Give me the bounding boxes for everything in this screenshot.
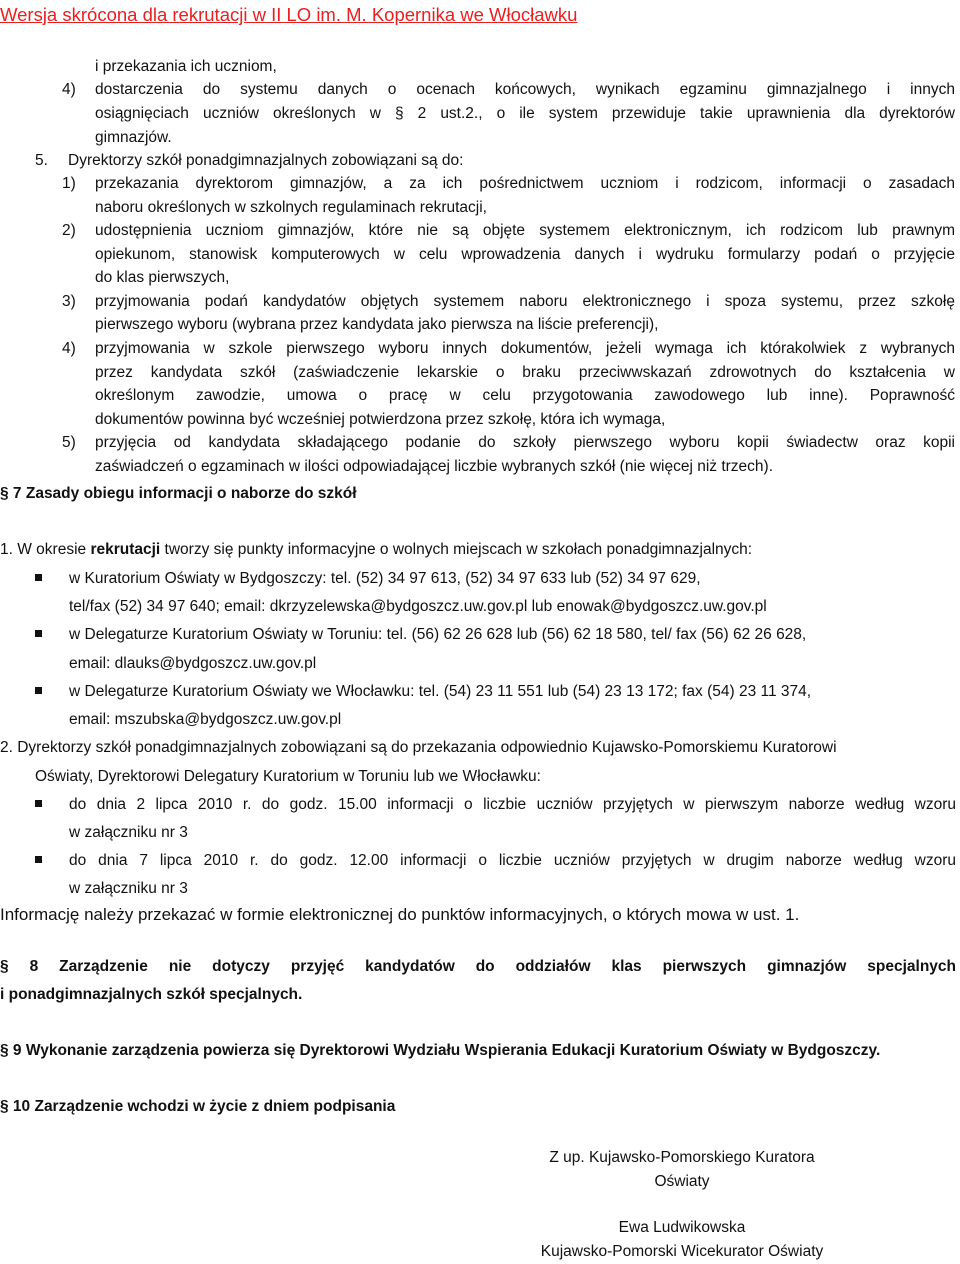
list-item-number: 3) (62, 293, 76, 310)
bullet-text: do dnia 7 lipca 2010 r. do godz. 12.00 informacji o liczbie uczniów przyjętych w drugim naborze według wzoru (69, 852, 956, 869)
bullet-text: w Delegaturze Kuratorium Oświaty we Włocławku: tel. (54) 23 11 551 lub (54) 23 13 172; fax (54) 23 11 374, (69, 683, 812, 700)
bullet-text: w załączniku nr 3 (69, 824, 188, 841)
list-item-text: przez kandydata szkół (zaświadczenie lekarskie o braku przeciwwskazań zdrowotnych do kształcenia w (95, 364, 955, 381)
bullet-text: w Kuratorium Oświaty w Bydgoszczy: tel. (52) 34 97 613, (52) 34 97 633 lub (52) 34 97 629, (69, 570, 701, 587)
bullet-text: tel/fax (52) 34 97 640; email: dkrzyzelewska@bydgoszcz.uw.gov.pl lub enowak@bydgoszcz.uw.gov.pl (69, 598, 767, 615)
list-item-text: opiekunom, stanowisk komputerowych w celu wprowadzenia danych i wydruku formularzy podań o przyjęcie (95, 246, 955, 263)
bullet-icon (35, 800, 42, 807)
list-item-text: dostarczenia do systemu danych o ocenach końcowych, wynikach egzaminu gimnazjalnego i innych (95, 81, 955, 98)
bullet-icon (35, 687, 42, 694)
header-link[interactable]: Wersja skrócona dla rekrutacji w II LO im. M. Kopernika we Włocławku (0, 4, 578, 25)
list-item-text: określonym zawodzie, umowa o pracę w celu przygotowania zawodowego lub inne). Poprawność (95, 387, 955, 404)
list-item-text: udostępnienia uczniom gimnazjów, które nie są objęte systemem elektronicznym, ich rodzicom lub prawnym (95, 222, 955, 239)
list-item-text: do klas pierwszych, (95, 269, 230, 286)
paragraph (0, 538, 752, 561)
list-item-number: 2) (62, 222, 76, 239)
section-heading: i ponadgimnazjalnych szkół specjalnych. (0, 986, 303, 1003)
bullet-text: email: mszubska@bydgoszcz.uw.gov.pl (69, 711, 342, 728)
bullet-text: do dnia 2 lipca 2010 r. do godz. 15.00 informacji o liczbie uczniów przyjętych w pierwszym naborze według wzoru (69, 796, 956, 813)
paragraph-text: 1. W okresie (0, 541, 91, 558)
list-item-text: osiągnięciach uczniów określonych w § 2 ust.2., o ile system przewiduje takie uprawnienia dla dyrektorów (95, 105, 955, 122)
list-item-number: 1) (62, 175, 76, 192)
signature-line: Z up. Kujawsko-Pomorskiego Kuratora (549, 1149, 815, 1166)
section-heading: § 10 Zarządzenie wchodzi w życie z dniem podpisania (0, 1098, 396, 1115)
paragraph: 2. Dyrektorzy szkół ponadgimnazjalnych zobowiązani są do przekazania odpowiednio Kujawsko-Pomorskiemu Kuratorowi (0, 739, 837, 756)
bullet-text: w załączniku nr 3 (69, 880, 188, 897)
list-item-text: przyjęcia od kandydata składającego podanie do szkoły pierwszego wyboru kopii świadectw oraz kopii (95, 434, 955, 451)
list-item-text: przyjmowania podań kandydatów objętych systemem naboru elektronicznego i spoza systemu, przez szkołę (95, 293, 955, 310)
bullet-icon (35, 574, 42, 581)
signature-line: Oświaty (654, 1173, 710, 1190)
point-intro: Dyrektorzy szkół ponadgimnazjalnych zobowiązani są do: (68, 152, 464, 169)
list-item-text: przekazania dyrektorom gimnazjów, a za ich pośrednictwem uczniom i rodzicom, informacji o zasadach (95, 175, 955, 192)
bullet-icon (35, 630, 42, 637)
bullet-text: w Delegaturze Kuratorium Oświaty w Toruniu: tel. (56) 62 26 628 lub (56) 62 18 580, tel/ fax (56) 62 26 628, (69, 626, 807, 643)
signature-name: Ewa Ludwikowska (618, 1219, 746, 1236)
bullet-text: email: dlauks@bydgoszcz.uw.gov.pl (69, 655, 317, 672)
list-item-number: 4) (62, 340, 76, 357)
list-item-text: dokumentów powinna być wcześniej potwierdzona przez szkołę, która ich wymaga, (95, 411, 666, 428)
list-continuation: i przekazania ich uczniom, (95, 58, 277, 75)
section-heading: § 9 Wykonanie zarządzenia powierza się Dyrektorowi Wydziału Wspierania Edukacji Kuratorium Oświaty w Bydgoszczy. (0, 1042, 881, 1059)
paragraph-text: tworzy się punkty informacyjne o wolnych miejscach w szkołach ponadgimnazjalnych: (160, 541, 753, 558)
closing-note: Informację należy przekazać w formie elektronicznej do punktów informacyjnych, o których mowa w ust. 1. (0, 905, 800, 924)
paragraph-emphasis: rekrutacji (90, 541, 161, 558)
list-item-text: gimnazjów. (95, 129, 172, 146)
point-number: 5. (35, 152, 48, 169)
list-item-text: naboru określonych w szkolnych regulaminach rekrutacji, (95, 199, 487, 216)
list-item-text: przyjmowania w szkole pierwszego wyboru innych dokumentów, jeżeli wymaga ich którakolwiek z wybranych (95, 340, 955, 357)
list-item-number: 5) (62, 434, 76, 451)
signature-title: Kujawsko-Pomorski Wicekurator Oświaty (540, 1243, 824, 1260)
list-item-number: 4) (62, 81, 76, 98)
bullet-icon (35, 856, 42, 863)
list-item-text: zaświadczeń o egzaminach w ilości odpowiadającej liczbie wybranych szkół (nie więcej niż trzech). (95, 458, 773, 475)
paragraph: Oświaty, Dyrektorowi Delegatury Kuratorium w Toruniu lub we Włocławku: (35, 768, 541, 785)
section-heading: § 8 Zarządzenie nie dotyczy przyjęć kandydatów do oddziałów klas pierwszych gimnazjów specjalnych (0, 958, 956, 975)
list-item-text: pierwszego wyboru (wybrana przez kandydata jako pierwsza na liście preferencji), (95, 316, 659, 333)
section-heading: § 7 Zasady obiegu informacji o naborze do szkół (0, 485, 357, 502)
